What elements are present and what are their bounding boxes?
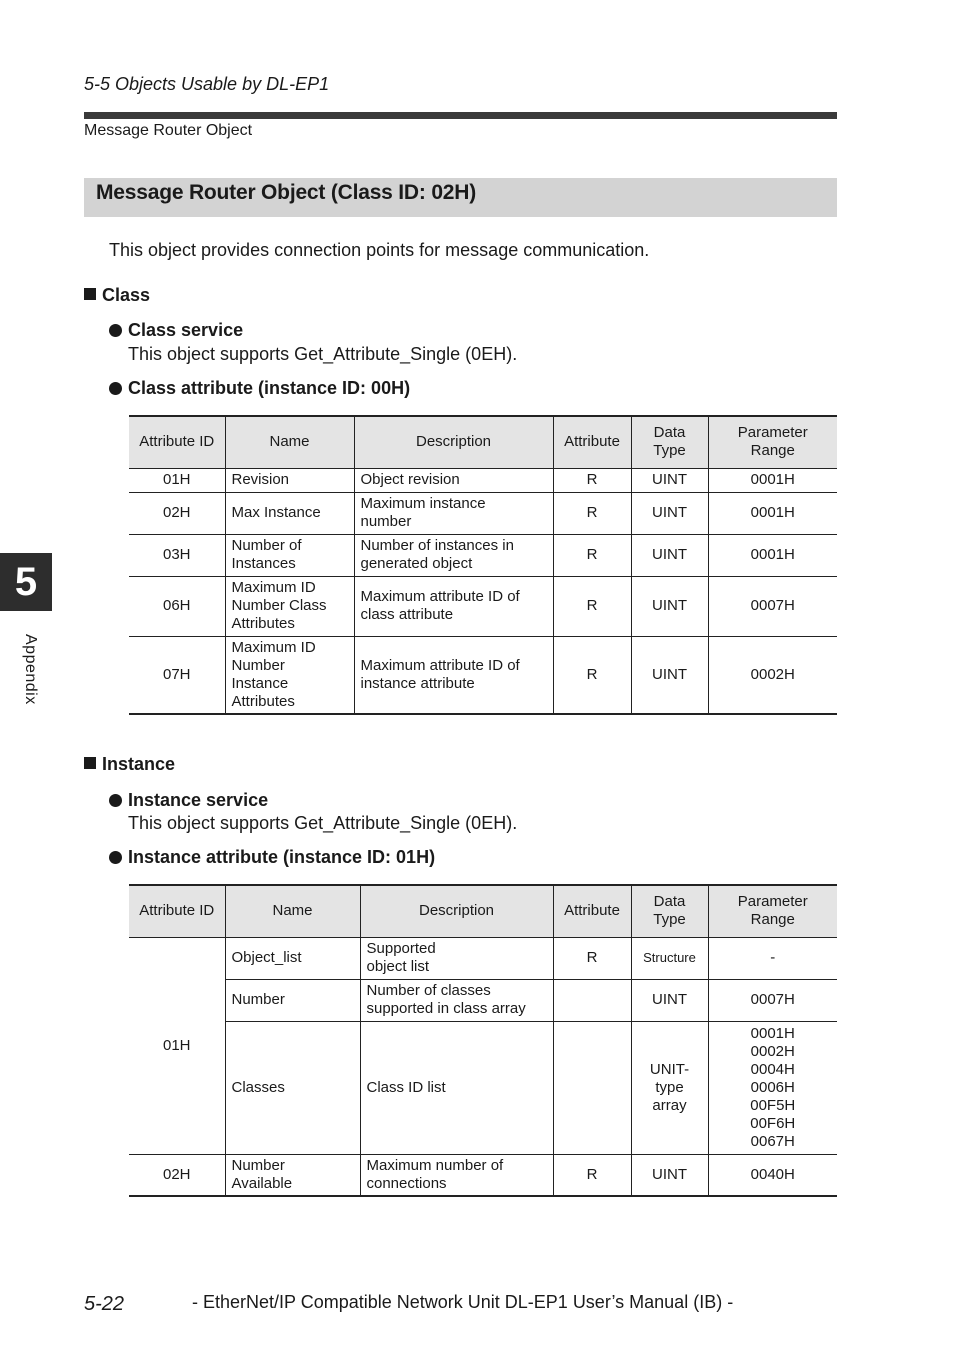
- description-cell: Supported object list: [360, 937, 553, 979]
- table-row: [129, 636, 837, 714]
- attribute-id-cell: 01H: [129, 468, 225, 492]
- table-header-row: [129, 885, 837, 937]
- subsection-header: Message Router Object: [84, 122, 253, 139]
- attribute-cell: [553, 979, 631, 1021]
- class-attribute-table: [129, 415, 837, 715]
- data-type-cell: UINT: [631, 636, 708, 714]
- page-number: 5-22: [84, 1293, 125, 1315]
- side-label: Appendix: [22, 634, 39, 705]
- name-cell: Number: [225, 979, 360, 1021]
- section-header: 5-5 Objects Usable by DL-EP1: [84, 74, 330, 94]
- col-name: Name: [225, 416, 354, 468]
- name-cell: Max Instance: [225, 492, 354, 534]
- class-service-text: This object supports Get_Attribute_Single (0EH).: [128, 344, 518, 364]
- description-cell: Object revision: [354, 468, 553, 492]
- col-attribute: Attribute: [553, 885, 631, 937]
- data-type-cell: UINT: [631, 468, 708, 492]
- description-cell: Maximum instance number: [354, 492, 553, 534]
- name-cell: Maximum ID Number Instance Attributes: [225, 636, 354, 714]
- intro-text: This object provides connection points for message communication.: [109, 240, 650, 260]
- parameter-range-cell: 0001H: [708, 492, 837, 534]
- parameter-range-cell: 0001H: [708, 534, 837, 576]
- attribute-cell: R: [553, 492, 631, 534]
- col-data-type: Data Type: [631, 885, 708, 937]
- name-cell: Object_list: [225, 937, 360, 979]
- parameter-range-cell: -: [708, 937, 837, 979]
- data-type-cell: UINT: [631, 979, 708, 1021]
- footer-title: - EtherNet/IP Compatible Network Unit DL-EP1 User’s Manual (IB) -: [192, 1292, 734, 1312]
- square-bullet-icon: [84, 757, 96, 769]
- table-row: [129, 468, 837, 492]
- col-description: Description: [360, 885, 553, 937]
- attribute-id-cell: 06H: [129, 576, 225, 636]
- attribute-cell: [553, 1021, 631, 1154]
- col-attribute-id: Attribute ID: [129, 416, 225, 468]
- col-parameter-range: Parameter Range: [708, 416, 837, 468]
- table-row: [129, 534, 837, 576]
- description-cell: Number of instances in generated object: [354, 534, 553, 576]
- data-type-cell: UINT: [631, 1154, 708, 1196]
- attribute-id-cell: 07H: [129, 636, 225, 714]
- instance-heading: Instance: [84, 754, 175, 775]
- data-type-cell: UINT: [631, 534, 708, 576]
- name-cell: Classes: [225, 1021, 360, 1154]
- table-row: [129, 492, 837, 534]
- table-row: [129, 576, 837, 636]
- class-service-heading: Class service: [109, 320, 243, 341]
- parameter-range-cell: 0040H: [708, 1154, 837, 1196]
- parameter-range-cell: 0001H 0002H 0004H 0006H 00F5H 00F6H 0067H: [708, 1021, 837, 1154]
- parameter-range-cell: 0002H: [708, 636, 837, 714]
- instance-attribute-heading: Instance attribute (instance ID: 01H): [109, 847, 435, 868]
- data-type-cell: UINT: [631, 576, 708, 636]
- description-cell: Maximum attribute ID of instance attribute: [354, 636, 553, 714]
- table-row: [129, 1154, 837, 1196]
- name-cell: Revision: [225, 468, 354, 492]
- page-title: Message Router Object (Class ID: 02H): [96, 181, 477, 204]
- data-type-cell: UNIT- type array: [631, 1021, 708, 1154]
- parameter-range-cell: 0001H: [708, 468, 837, 492]
- col-attribute-id: Attribute ID: [129, 885, 225, 937]
- class-heading: Class: [84, 285, 150, 306]
- description-cell: Maximum number of connections: [360, 1154, 553, 1196]
- table-row: [129, 1021, 837, 1154]
- col-description: Description: [354, 416, 553, 468]
- circle-bullet-icon: [109, 794, 122, 807]
- circle-bullet-icon: [109, 851, 122, 864]
- col-data-type: Data Type: [631, 416, 708, 468]
- instance-service-text: This object supports Get_Attribute_Single (0EH).: [128, 813, 518, 833]
- description-cell: Class ID list: [360, 1021, 553, 1154]
- table-header-row: [129, 416, 837, 468]
- instance-attribute-table: [129, 884, 837, 1197]
- data-type-cell: UINT: [631, 492, 708, 534]
- parameter-range-cell: 0007H: [708, 979, 837, 1021]
- attribute-id-cell: 02H: [129, 492, 225, 534]
- name-cell: Maximum ID Number Class Attributes: [225, 576, 354, 636]
- class-attribute-heading: Class attribute (instance ID: 00H): [109, 378, 410, 399]
- square-bullet-icon: [84, 288, 96, 300]
- attribute-id-cell: 01H: [129, 937, 225, 1154]
- table-row: [129, 979, 837, 1021]
- attribute-cell: R: [553, 1154, 631, 1196]
- circle-bullet-icon: [109, 382, 122, 395]
- header-rule: [84, 112, 837, 119]
- col-name: Name: [225, 885, 360, 937]
- data-type-cell: Structure: [631, 937, 708, 979]
- attribute-cell: R: [553, 534, 631, 576]
- name-cell: Number of Instances: [225, 534, 354, 576]
- col-attribute: Attribute: [553, 416, 631, 468]
- circle-bullet-icon: [109, 324, 122, 337]
- chapter-tab: 5: [0, 553, 52, 611]
- attribute-cell: R: [553, 468, 631, 492]
- parameter-range-cell: 0007H: [708, 576, 837, 636]
- table-row: [129, 937, 837, 979]
- attribute-id-cell: 02H: [129, 1154, 225, 1196]
- attribute-cell: R: [553, 636, 631, 714]
- attribute-id-cell: 03H: [129, 534, 225, 576]
- name-cell: Number Available: [225, 1154, 360, 1196]
- attribute-cell: R: [553, 937, 631, 979]
- col-parameter-range: Parameter Range: [708, 885, 837, 937]
- instance-service-heading: Instance service: [109, 790, 268, 811]
- description-cell: Maximum attribute ID of class attribute: [354, 576, 553, 636]
- description-cell: Number of classes supported in class array: [360, 979, 553, 1021]
- attribute-cell: R: [553, 576, 631, 636]
